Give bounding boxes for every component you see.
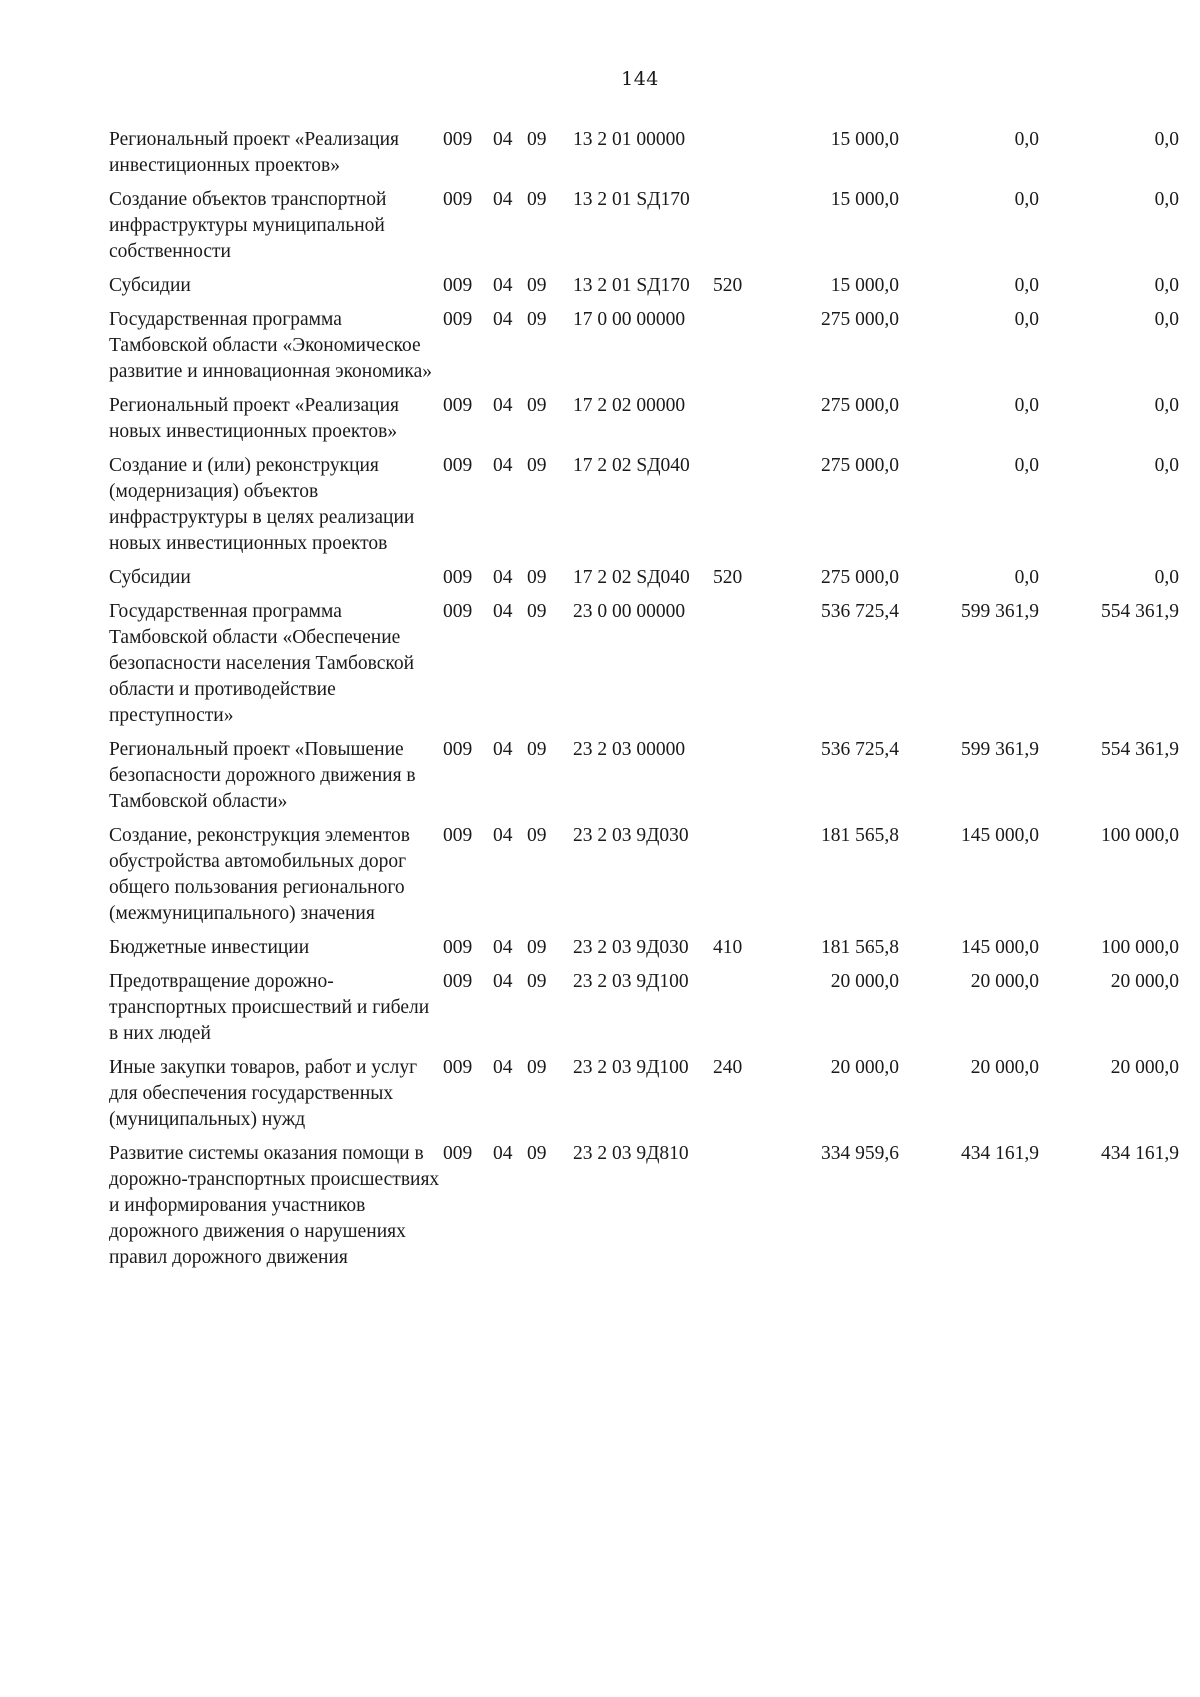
row-name: Региональный проект «Повышение безопасности дорожного движения в Тамбовской области» [109, 739, 416, 812]
table-row [109, 307, 1179, 393]
row-ministry-code: 009 [443, 567, 473, 588]
row-subsection-code: 09 [527, 129, 547, 150]
row-name: Субсидии [109, 567, 191, 588]
table-row [109, 453, 1179, 565]
row-expense-type: 410 [713, 937, 743, 958]
row-amount-year-2: 0,0 [1014, 395, 1039, 416]
row-ministry-code: 009 [443, 601, 473, 622]
row-amount-year-2: 0,0 [1014, 275, 1039, 296]
row-target-article: 23 2 03 9Д030 [573, 825, 689, 846]
row-name: Создание объектов транспортной инфраструктуры муниципальной собственности [109, 189, 387, 262]
row-amount-year-1: 334 959,6 [821, 1143, 899, 1164]
row-target-article: 23 2 03 9Д810 [573, 1143, 689, 1164]
row-target-article: 13 2 01 SД170 [573, 275, 690, 296]
row-name: Развитие системы оказания помощи в дорожно-транспортных происшествиях и информирования участников дорожного движения о нарушениях правил дорожного движения [109, 1143, 440, 1268]
row-ministry-code: 009 [443, 971, 473, 992]
budget-table-body [109, 127, 1179, 1279]
row-target-article: 17 2 02 SД040 [573, 567, 690, 588]
row-ministry-code: 009 [443, 129, 473, 150]
row-subsection-code: 09 [527, 937, 547, 958]
row-section-code: 04 [493, 601, 513, 622]
table-row [109, 1141, 1179, 1279]
row-amount-year-2: 0,0 [1014, 567, 1039, 588]
table-row [109, 599, 1179, 737]
table-row [109, 737, 1179, 823]
row-expense-type [713, 599, 759, 737]
row-amount-year-3: 0,0 [1154, 275, 1179, 296]
row-section-code: 04 [493, 189, 513, 210]
row-amount-year-3: 434 161,9 [1101, 1143, 1179, 1164]
row-expense-type [713, 393, 759, 453]
row-name: Создание и (или) реконструкция (модернизация) объектов инфраструктуры в целях реализации новых инвестиционных проектов [109, 455, 415, 554]
row-section-code: 04 [493, 129, 513, 150]
row-amount-year-1: 15 000,0 [830, 275, 899, 296]
row-amount-year-2: 20 000,0 [970, 1057, 1039, 1078]
row-section-code: 04 [493, 455, 513, 476]
row-amount-year-1: 275 000,0 [821, 395, 899, 416]
row-expense-type [713, 187, 759, 273]
row-expense-type [713, 823, 759, 935]
row-target-article: 17 2 02 SД040 [573, 455, 690, 476]
row-ministry-code: 009 [443, 1057, 473, 1078]
row-amount-year-2: 145 000,0 [961, 937, 1039, 958]
table-row [109, 969, 1179, 1055]
row-ministry-code: 009 [443, 739, 473, 760]
row-target-article: 23 2 03 9Д100 [573, 971, 689, 992]
row-target-article: 17 0 00 00000 [573, 309, 686, 330]
row-section-code: 04 [493, 739, 513, 760]
row-amount-year-3: 20 000,0 [1110, 1057, 1179, 1078]
row-name: Региональный проект «Реализация новых инвестиционных проектов» [109, 395, 400, 442]
row-target-article: 17 2 02 00000 [573, 395, 686, 416]
row-ministry-code: 009 [443, 1143, 473, 1164]
row-amount-year-1: 20 000,0 [830, 1057, 899, 1078]
row-amount-year-3: 554 361,9 [1101, 601, 1179, 622]
row-subsection-code: 09 [527, 395, 547, 416]
table-row [109, 187, 1179, 273]
row-amount-year-3: 0,0 [1154, 129, 1179, 150]
row-amount-year-1: 275 000,0 [821, 309, 899, 330]
row-expense-type: 520 [713, 275, 743, 296]
row-ministry-code: 009 [443, 395, 473, 416]
row-subsection-code: 09 [527, 309, 547, 330]
row-ministry-code: 009 [443, 825, 473, 846]
row-subsection-code: 09 [527, 739, 547, 760]
row-section-code: 04 [493, 275, 513, 296]
row-amount-year-2: 0,0 [1014, 455, 1039, 476]
table-row [109, 565, 1179, 599]
row-section-code: 04 [493, 971, 513, 992]
row-section-code: 04 [493, 1143, 513, 1164]
row-amount-year-2: 434 161,9 [961, 1143, 1039, 1164]
row-subsection-code: 09 [527, 601, 547, 622]
row-target-article: 23 2 03 9Д100 [573, 1057, 689, 1078]
row-expense-type [713, 453, 759, 565]
row-amount-year-1: 181 565,8 [821, 937, 899, 958]
row-amount-year-3: 554 361,9 [1101, 739, 1179, 760]
row-amount-year-1: 20 000,0 [830, 971, 899, 992]
row-subsection-code: 09 [527, 189, 547, 210]
row-target-article: 23 2 03 00000 [573, 739, 686, 760]
row-ministry-code: 009 [443, 309, 473, 330]
row-amount-year-1: 536 725,4 [821, 739, 899, 760]
row-name: Государственная программа Тамбовской области «Обеспечение безопасности населения Тамбовской области и противодействие преступности» [109, 601, 415, 726]
row-expense-type [713, 127, 759, 187]
row-name: Региональный проект «Реализация инвестиционных проектов» [109, 129, 400, 176]
row-name: Предотвращение дорожно-транспортных происшествий и гибели в них людей [109, 971, 430, 1044]
row-subsection-code: 09 [527, 825, 547, 846]
row-amount-year-2: 0,0 [1014, 189, 1039, 210]
row-amount-year-1: 536 725,4 [821, 601, 899, 622]
page-number: 144 [621, 68, 659, 90]
table-row [109, 393, 1179, 453]
row-subsection-code: 09 [527, 455, 547, 476]
row-amount-year-2: 599 361,9 [961, 739, 1039, 760]
table-row [109, 127, 1179, 187]
row-target-article: 23 2 03 9Д030 [573, 937, 689, 958]
row-amount-year-3: 0,0 [1154, 309, 1179, 330]
row-target-article: 23 0 00 00000 [573, 601, 686, 622]
row-amount-year-3: 100 000,0 [1101, 825, 1179, 846]
row-section-code: 04 [493, 567, 513, 588]
row-subsection-code: 09 [527, 1143, 547, 1164]
row-expense-type [713, 969, 759, 1055]
row-name: Государственная программа Тамбовской области «Экономическое развитие и инновационная экономика» [109, 309, 432, 382]
budget-table [109, 127, 1179, 1279]
row-amount-year-3: 0,0 [1154, 455, 1179, 476]
row-section-code: 04 [493, 395, 513, 416]
row-amount-year-1: 275 000,0 [821, 567, 899, 588]
row-amount-year-1: 15 000,0 [830, 129, 899, 150]
row-target-article: 13 2 01 00000 [573, 129, 686, 150]
row-amount-year-1: 275 000,0 [821, 455, 899, 476]
row-amount-year-3: 0,0 [1154, 395, 1179, 416]
row-amount-year-1: 15 000,0 [830, 189, 899, 210]
row-ministry-code: 009 [443, 937, 473, 958]
row-amount-year-2: 599 361,9 [961, 601, 1039, 622]
row-amount-year-2: 0,0 [1014, 309, 1039, 330]
row-target-article: 13 2 01 SД170 [573, 189, 690, 210]
row-amount-year-3: 100 000,0 [1101, 937, 1179, 958]
row-expense-type: 520 [713, 567, 743, 588]
row-amount-year-2: 0,0 [1014, 129, 1039, 150]
table-row [109, 935, 1179, 969]
row-name: Бюджетные инвестиции [109, 937, 310, 958]
row-amount-year-3: 0,0 [1154, 567, 1179, 588]
row-name: Создание, реконструкция элементов обустройства автомобильных дорог общего пользования регионального (межмуниципального) значения [109, 825, 410, 924]
row-expense-type: 240 [713, 1057, 743, 1078]
row-ministry-code: 009 [443, 189, 473, 210]
row-section-code: 04 [493, 1057, 513, 1078]
table-row [109, 823, 1179, 935]
row-section-code: 04 [493, 825, 513, 846]
row-ministry-code: 009 [443, 455, 473, 476]
row-section-code: 04 [493, 937, 513, 958]
row-ministry-code: 009 [443, 275, 473, 296]
row-name: Иные закупки товаров, работ и услуг для обеспечения государственных (муниципальных) нужд [109, 1057, 418, 1130]
row-subsection-code: 09 [527, 1057, 547, 1078]
row-amount-year-3: 0,0 [1154, 189, 1179, 210]
row-section-code: 04 [493, 309, 513, 330]
row-amount-year-2: 20 000,0 [970, 971, 1039, 992]
row-amount-year-3: 20 000,0 [1110, 971, 1179, 992]
row-amount-year-1: 181 565,8 [821, 825, 899, 846]
row-expense-type [713, 1141, 759, 1279]
row-expense-type [713, 307, 759, 393]
row-name: Субсидии [109, 275, 191, 296]
row-subsection-code: 09 [527, 275, 547, 296]
row-amount-year-2: 145 000,0 [961, 825, 1039, 846]
row-subsection-code: 09 [527, 567, 547, 588]
row-expense-type [713, 737, 759, 823]
table-row [109, 273, 1179, 307]
row-subsection-code: 09 [527, 971, 547, 992]
table-row [109, 1055, 1179, 1141]
